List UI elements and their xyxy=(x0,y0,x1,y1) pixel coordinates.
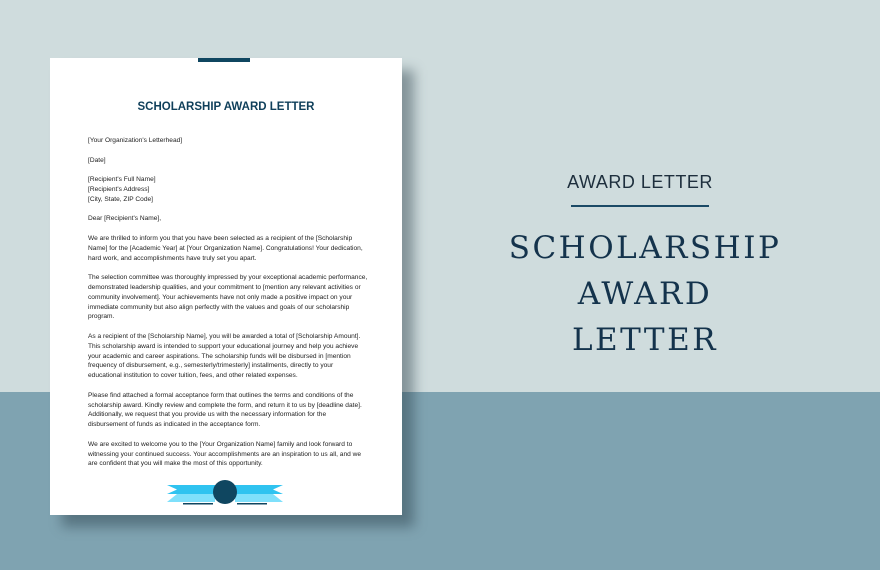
letter-line: [City, State, ZIP Code] xyxy=(88,195,153,203)
letter-line: The selection committee was thoroughly impressed by your exceptional academic performance, xyxy=(88,274,368,282)
banner-title-line2: LETTER xyxy=(571,322,719,358)
letter-paragraph xyxy=(88,175,388,204)
letter-line: [Your Organization's Letterhead] xyxy=(88,137,183,144)
letter-line: community involvement]. Your achievements have not only made a positive impact on your xyxy=(88,293,353,301)
letter-line: frequency of disbursement, e.g., semesterly/trimesterly] installments, directly to your xyxy=(88,362,334,370)
letter-line: As a recipient of the [Scholarship Name], you will be awarded a total of [Scholarship Amount]. xyxy=(88,332,361,340)
letter-line: Additionally, we request that you provide us with the necessary information for the xyxy=(88,411,327,419)
letter-paragraph xyxy=(88,234,388,263)
letter-line: demonstrated leadership qualities, and your commitment to [mention any relevant activities or xyxy=(88,283,361,291)
letter-paragraph xyxy=(88,136,388,146)
letter-line: immediate community but also align perfectly with the values and goals of our scholarship xyxy=(88,303,350,311)
letter-line: disbursement of funds as indicated in the acceptance form. xyxy=(88,421,261,429)
letter-line: Name] for the [Academic Year] at [Your Organization Name]. Congratulations! Your dedication, xyxy=(88,244,363,252)
letter-line: your academic and career aspirations. The scholarship funds will be disbursed in [mention xyxy=(88,352,351,360)
letter-line: [Recipient's Address] xyxy=(88,185,150,193)
letter-line: educational institution to cover tuition, fees, and other related expenses. xyxy=(88,372,298,380)
letter-paragraph xyxy=(88,214,388,224)
document-title: SCHOLARSHIP AWARD LETTER xyxy=(137,101,315,113)
banner-title-line1: SCHOLARSHIP AWARD xyxy=(508,230,782,312)
letter-line: We are thrilled to inform you that you have been selected as a recipient of the [Scholarship xyxy=(88,234,353,242)
letter-paragraph xyxy=(88,440,388,469)
letter-line: We are excited to welcome you to the [Your Organization Name] family and look forward to xyxy=(88,440,353,448)
letter-paragraph xyxy=(88,391,388,430)
letter-line: This scholarship award is intended to support your educational journey and help you achieve xyxy=(88,342,359,350)
banner-divider xyxy=(571,205,709,207)
letter-line: witnessing your continued success. Your accomplishments are an inspiration to us all, and we xyxy=(88,450,362,458)
letter-paragraph xyxy=(88,156,388,166)
letter-line: Dear [Recipient's Name], xyxy=(88,215,162,223)
letter-line: [Recipient's Full Name] xyxy=(88,176,156,184)
letter-paragraph xyxy=(88,332,388,381)
banner-title xyxy=(440,225,850,363)
letter-paragraph xyxy=(88,273,388,322)
letter-line: are confident that you will make the most of this opportunity. xyxy=(88,460,263,468)
paper-top-accent xyxy=(198,58,250,62)
letter-line: hard work, and accomplishments have truly set you apart. xyxy=(88,254,257,262)
letter-line: program. xyxy=(88,313,115,321)
letter-body xyxy=(88,136,388,479)
banner-subtitle: AWARD LETTER xyxy=(567,172,713,192)
letter-line: [Date] xyxy=(88,156,106,164)
letter-line: scholarship award. Kindly review and complete the form, and return it to us by [deadline date]. xyxy=(88,401,362,409)
letter-line: Please find attached a formal acceptance form that outlines the terms and conditions of the xyxy=(88,391,354,399)
letter-preview xyxy=(50,58,402,515)
seal-ribbon-icon xyxy=(165,480,285,510)
